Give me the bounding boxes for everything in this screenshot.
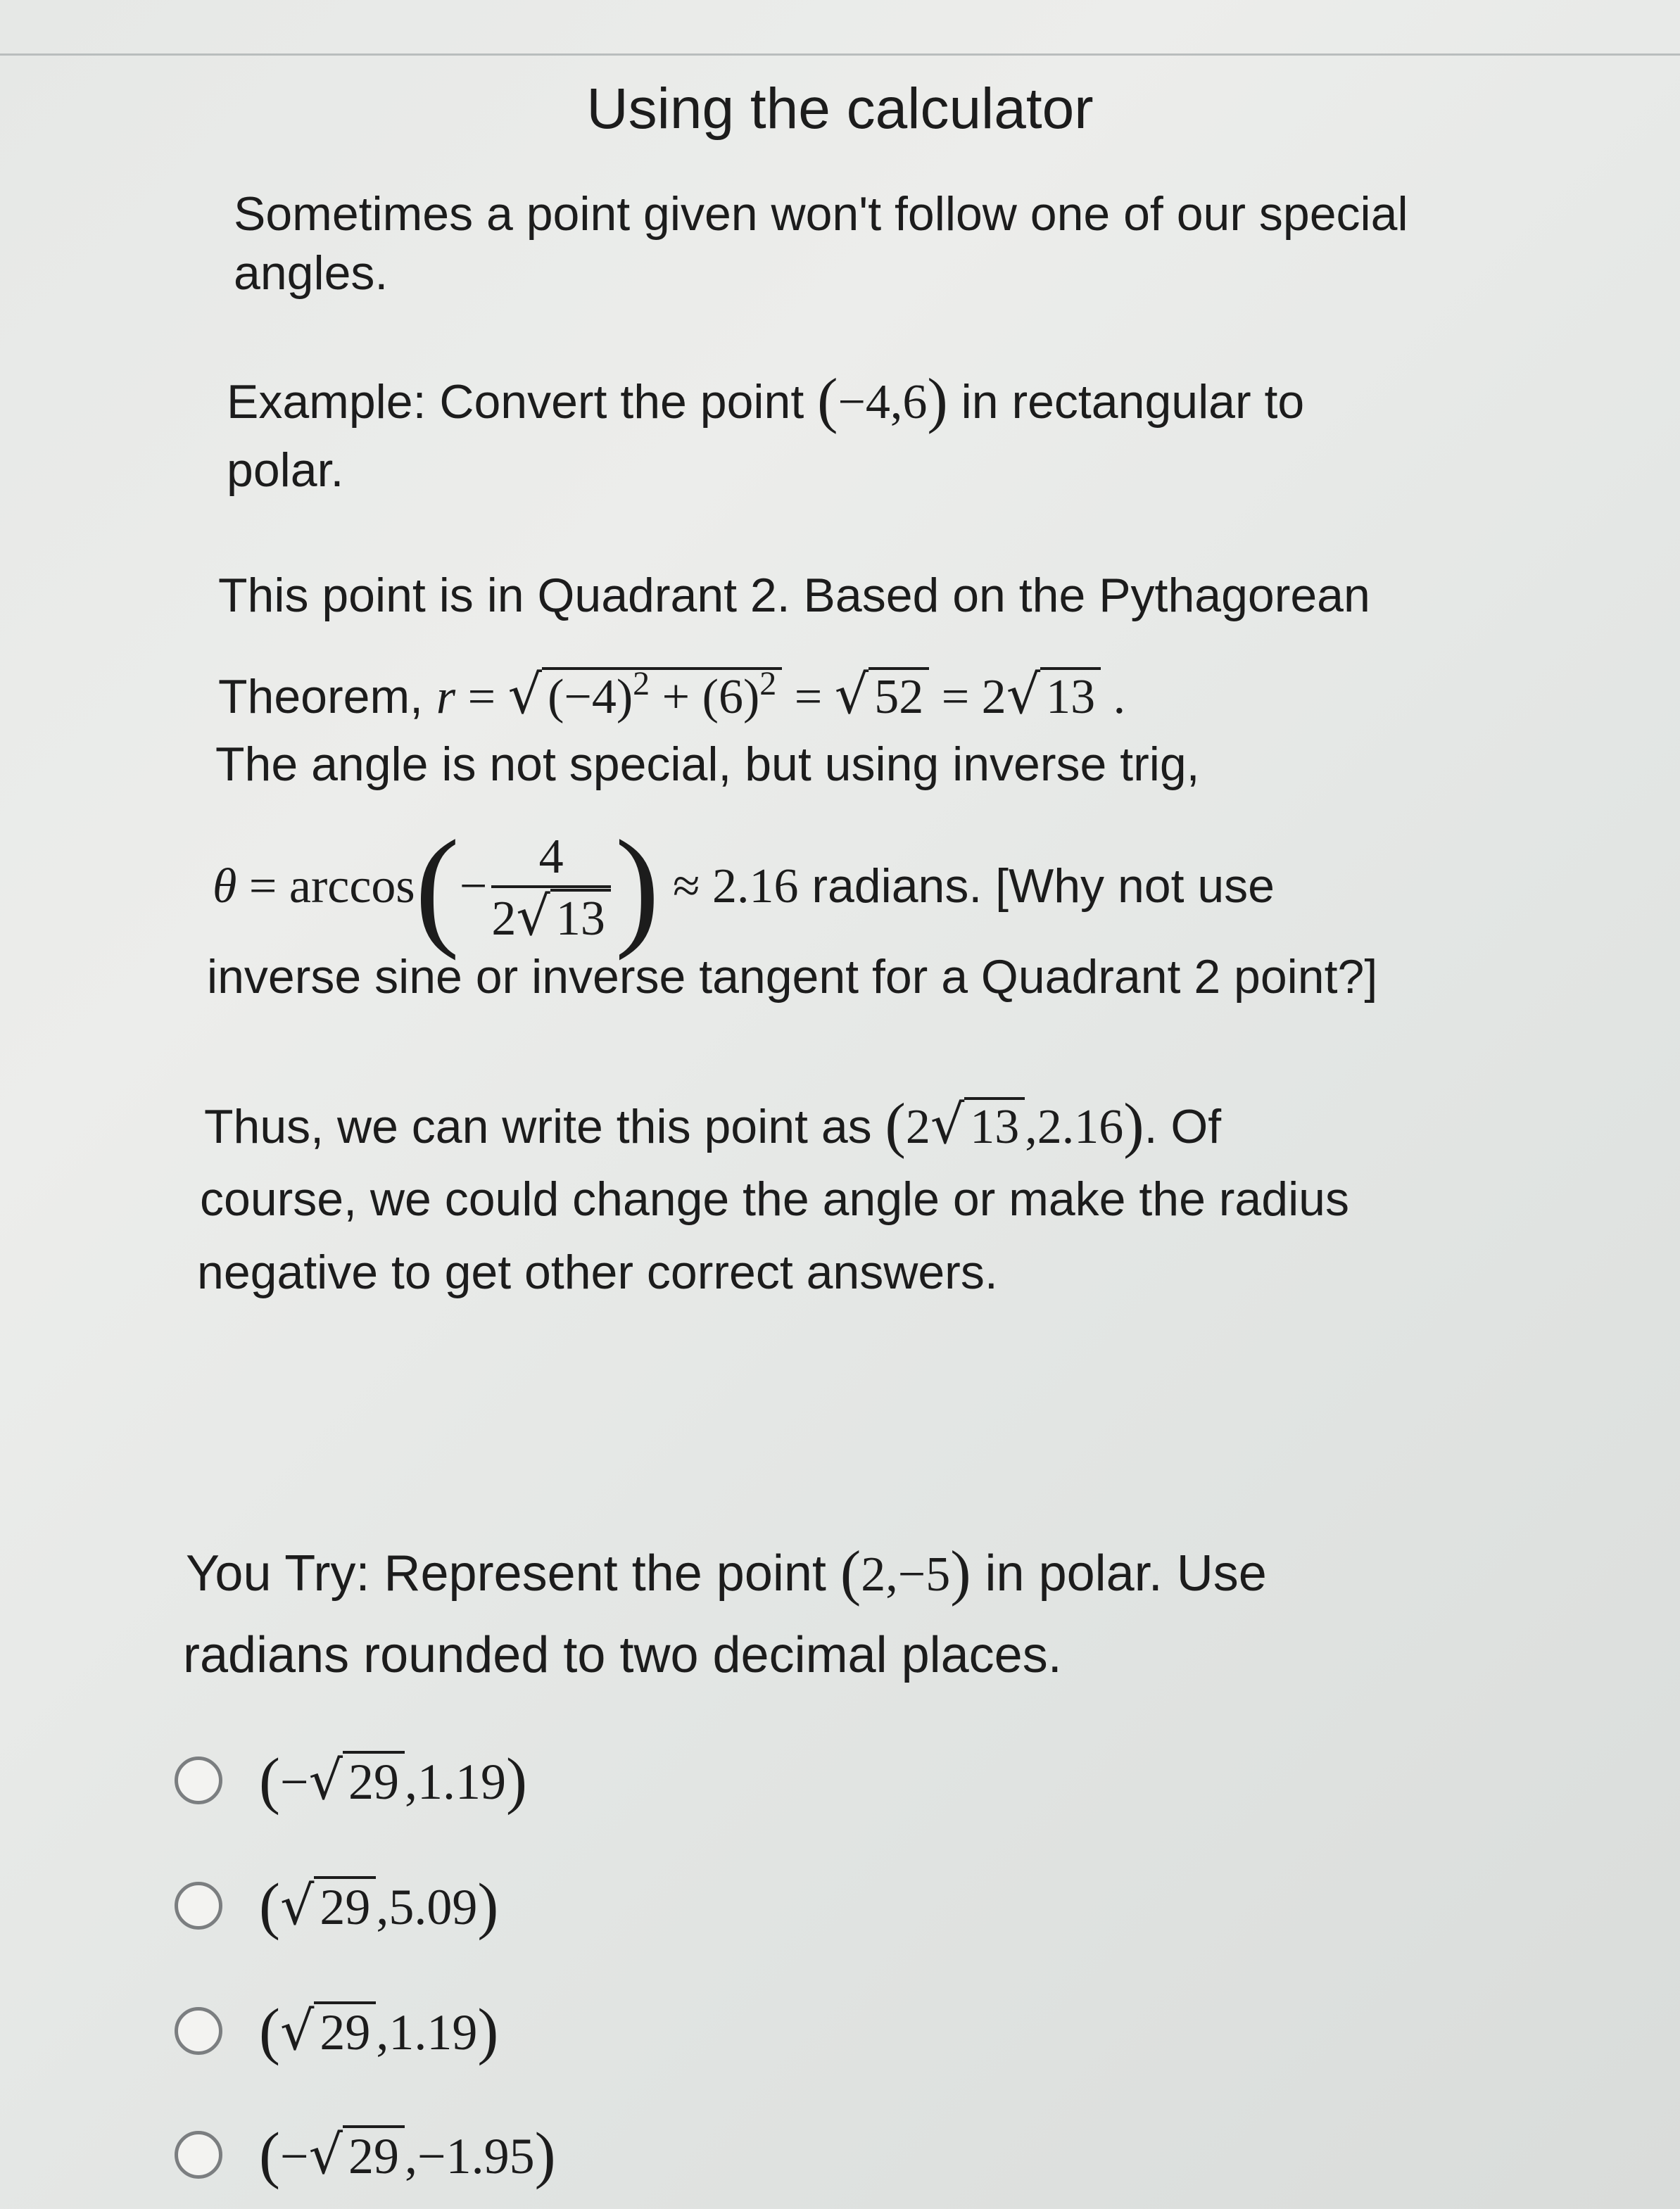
intro-line-2: angles. — [234, 246, 389, 300]
close-paren: ) — [477, 1871, 499, 1941]
radians-text: radians. [Why not use — [798, 859, 1275, 913]
sqrt-expression — [507, 663, 783, 726]
solution-line-1: This point is in Quadrant 2. Based on the Pythagorean — [218, 569, 1370, 622]
sqrt-icon: √ — [516, 885, 550, 947]
open-paren: ( — [885, 1091, 906, 1160]
radicand-part-2: + (6) — [650, 670, 760, 724]
close-paren: ) — [534, 2120, 556, 2190]
example-point: −4,6 — [838, 375, 928, 429]
fraction-denominator — [491, 885, 610, 947]
intro-line-1: Sometimes a point given won't follow one of our special — [234, 187, 1408, 241]
conclusion-text: Thus, we can write this point as — [204, 1100, 885, 1153]
conclusion-text-2: . Of — [1144, 1100, 1222, 1153]
option-sign: − — [279, 1753, 309, 1810]
option-angle: ,−1.95 — [405, 2127, 535, 2184]
sqrt-icon: √ — [930, 1093, 965, 1156]
you-try-point: 2,−5 — [861, 1547, 951, 1602]
option-sign: − — [279, 2127, 309, 2184]
option-label — [259, 1870, 498, 1942]
minus-sign: − — [459, 859, 488, 913]
option-radicand: 29 — [314, 1876, 376, 1935]
radio-unselected-icon[interactable] — [175, 2131, 222, 2179]
open-paren: ( — [259, 1871, 280, 1941]
theorem-label: Theorem, — [218, 670, 436, 723]
sqrt-icon: √ — [308, 1748, 343, 1811]
close-paren: ) — [1123, 1091, 1144, 1160]
answer-option-4[interactable] — [175, 2113, 556, 2197]
page-title: Using the calculator — [586, 77, 1094, 141]
theta-variable: θ — [213, 859, 237, 913]
example-text-2: in rectangular to — [947, 375, 1305, 429]
radio-unselected-icon[interactable] — [175, 1757, 222, 1804]
equals: = — [455, 670, 508, 724]
example-line-1 — [227, 367, 1305, 435]
close-paren: ) — [477, 1996, 499, 2066]
open-paren: ( — [415, 814, 460, 961]
sqrt-icon: √ — [279, 1999, 315, 2062]
you-try-line-2: radians rounded to two decimal places. — [183, 1627, 1062, 1683]
solution-line-3: The angle is not special, but using inverse trig, — [215, 738, 1200, 791]
approx-value: ≈ 2.16 — [673, 859, 799, 913]
solution-arccos-line — [213, 814, 1275, 961]
example-line-2: polar. — [227, 443, 344, 497]
option-radicand: 29 — [343, 2125, 405, 2184]
answer-option-1[interactable] — [175, 1738, 527, 1823]
conclusion-line-1 — [204, 1091, 1222, 1160]
option-angle: ,1.19 — [376, 2004, 478, 2061]
period: . — [1101, 670, 1126, 724]
option-angle: ,5.09 — [376, 1878, 478, 1935]
you-try-text: You Try: Represent the point — [186, 1545, 840, 1602]
top-divider — [0, 53, 1680, 56]
open-paren: ( — [259, 1996, 280, 2066]
radicand: 13 — [964, 1097, 1025, 1154]
fraction — [491, 829, 610, 947]
radicand — [542, 667, 782, 724]
solution-theorem-line — [218, 654, 1125, 727]
sqrt-icon: √ — [1006, 663, 1041, 726]
sqrt-52 — [834, 663, 929, 726]
answer-option-3[interactable] — [175, 1989, 498, 2073]
you-try-line-1 — [186, 1539, 1267, 1607]
close-paren: ) — [506, 1745, 528, 1816]
option-label — [259, 1745, 527, 1817]
radicand: 13 — [1040, 667, 1101, 724]
radicand: 13 — [550, 889, 611, 946]
you-try-text-2: in polar. Use — [971, 1545, 1267, 1602]
conclusion-line-3: negative to get other correct answers. — [197, 1246, 998, 1299]
equals: = 2 — [929, 670, 1006, 724]
sqrt-icon: √ — [308, 2122, 343, 2186]
close-paren: ) — [614, 814, 660, 961]
sqrt-icon: √ — [507, 663, 543, 726]
open-paren: ( — [259, 1745, 280, 1816]
option-angle: ,1.19 — [405, 1753, 507, 1810]
radicand-part-1: (−4) — [548, 670, 633, 724]
close-paren: ) — [927, 367, 948, 435]
arccos-label: = arccos — [236, 859, 415, 913]
solution-line-5: inverse sine or inverse tangent for a Quadrant 2 point?] — [207, 950, 1378, 1004]
option-label — [259, 1995, 498, 2068]
open-paren: ( — [259, 2120, 280, 2190]
r-variable: r — [436, 670, 456, 724]
open-paren: ( — [840, 1539, 861, 1607]
radio-unselected-icon[interactable] — [175, 2007, 222, 2055]
sqrt-icon: √ — [834, 663, 869, 726]
open-paren: ( — [817, 367, 838, 435]
option-radicand: 29 — [343, 1751, 405, 1810]
option-radicand: 29 — [314, 2001, 376, 2061]
sqrt-13 — [1006, 663, 1101, 726]
close-paren: ) — [950, 1539, 971, 1607]
coefficient: 2 — [905, 1100, 930, 1154]
exponent: 2 — [759, 665, 777, 702]
radio-unselected-icon[interactable] — [175, 1882, 222, 1930]
option-label — [259, 2119, 556, 2191]
angle-value: ,2.16 — [1025, 1100, 1124, 1154]
radicand: 52 — [869, 667, 929, 724]
equals: = — [782, 670, 835, 724]
answer-option-2[interactable] — [175, 1863, 498, 1948]
example-text: Example: Convert the point — [227, 375, 804, 429]
exponent: 2 — [633, 665, 650, 702]
den-coef: 2 — [491, 892, 517, 946]
fraction-numerator: 4 — [491, 829, 610, 888]
conclusion-line-2: course, we could change the angle or make the radius — [200, 1172, 1349, 1226]
sqrt-icon: √ — [279, 1873, 315, 1937]
